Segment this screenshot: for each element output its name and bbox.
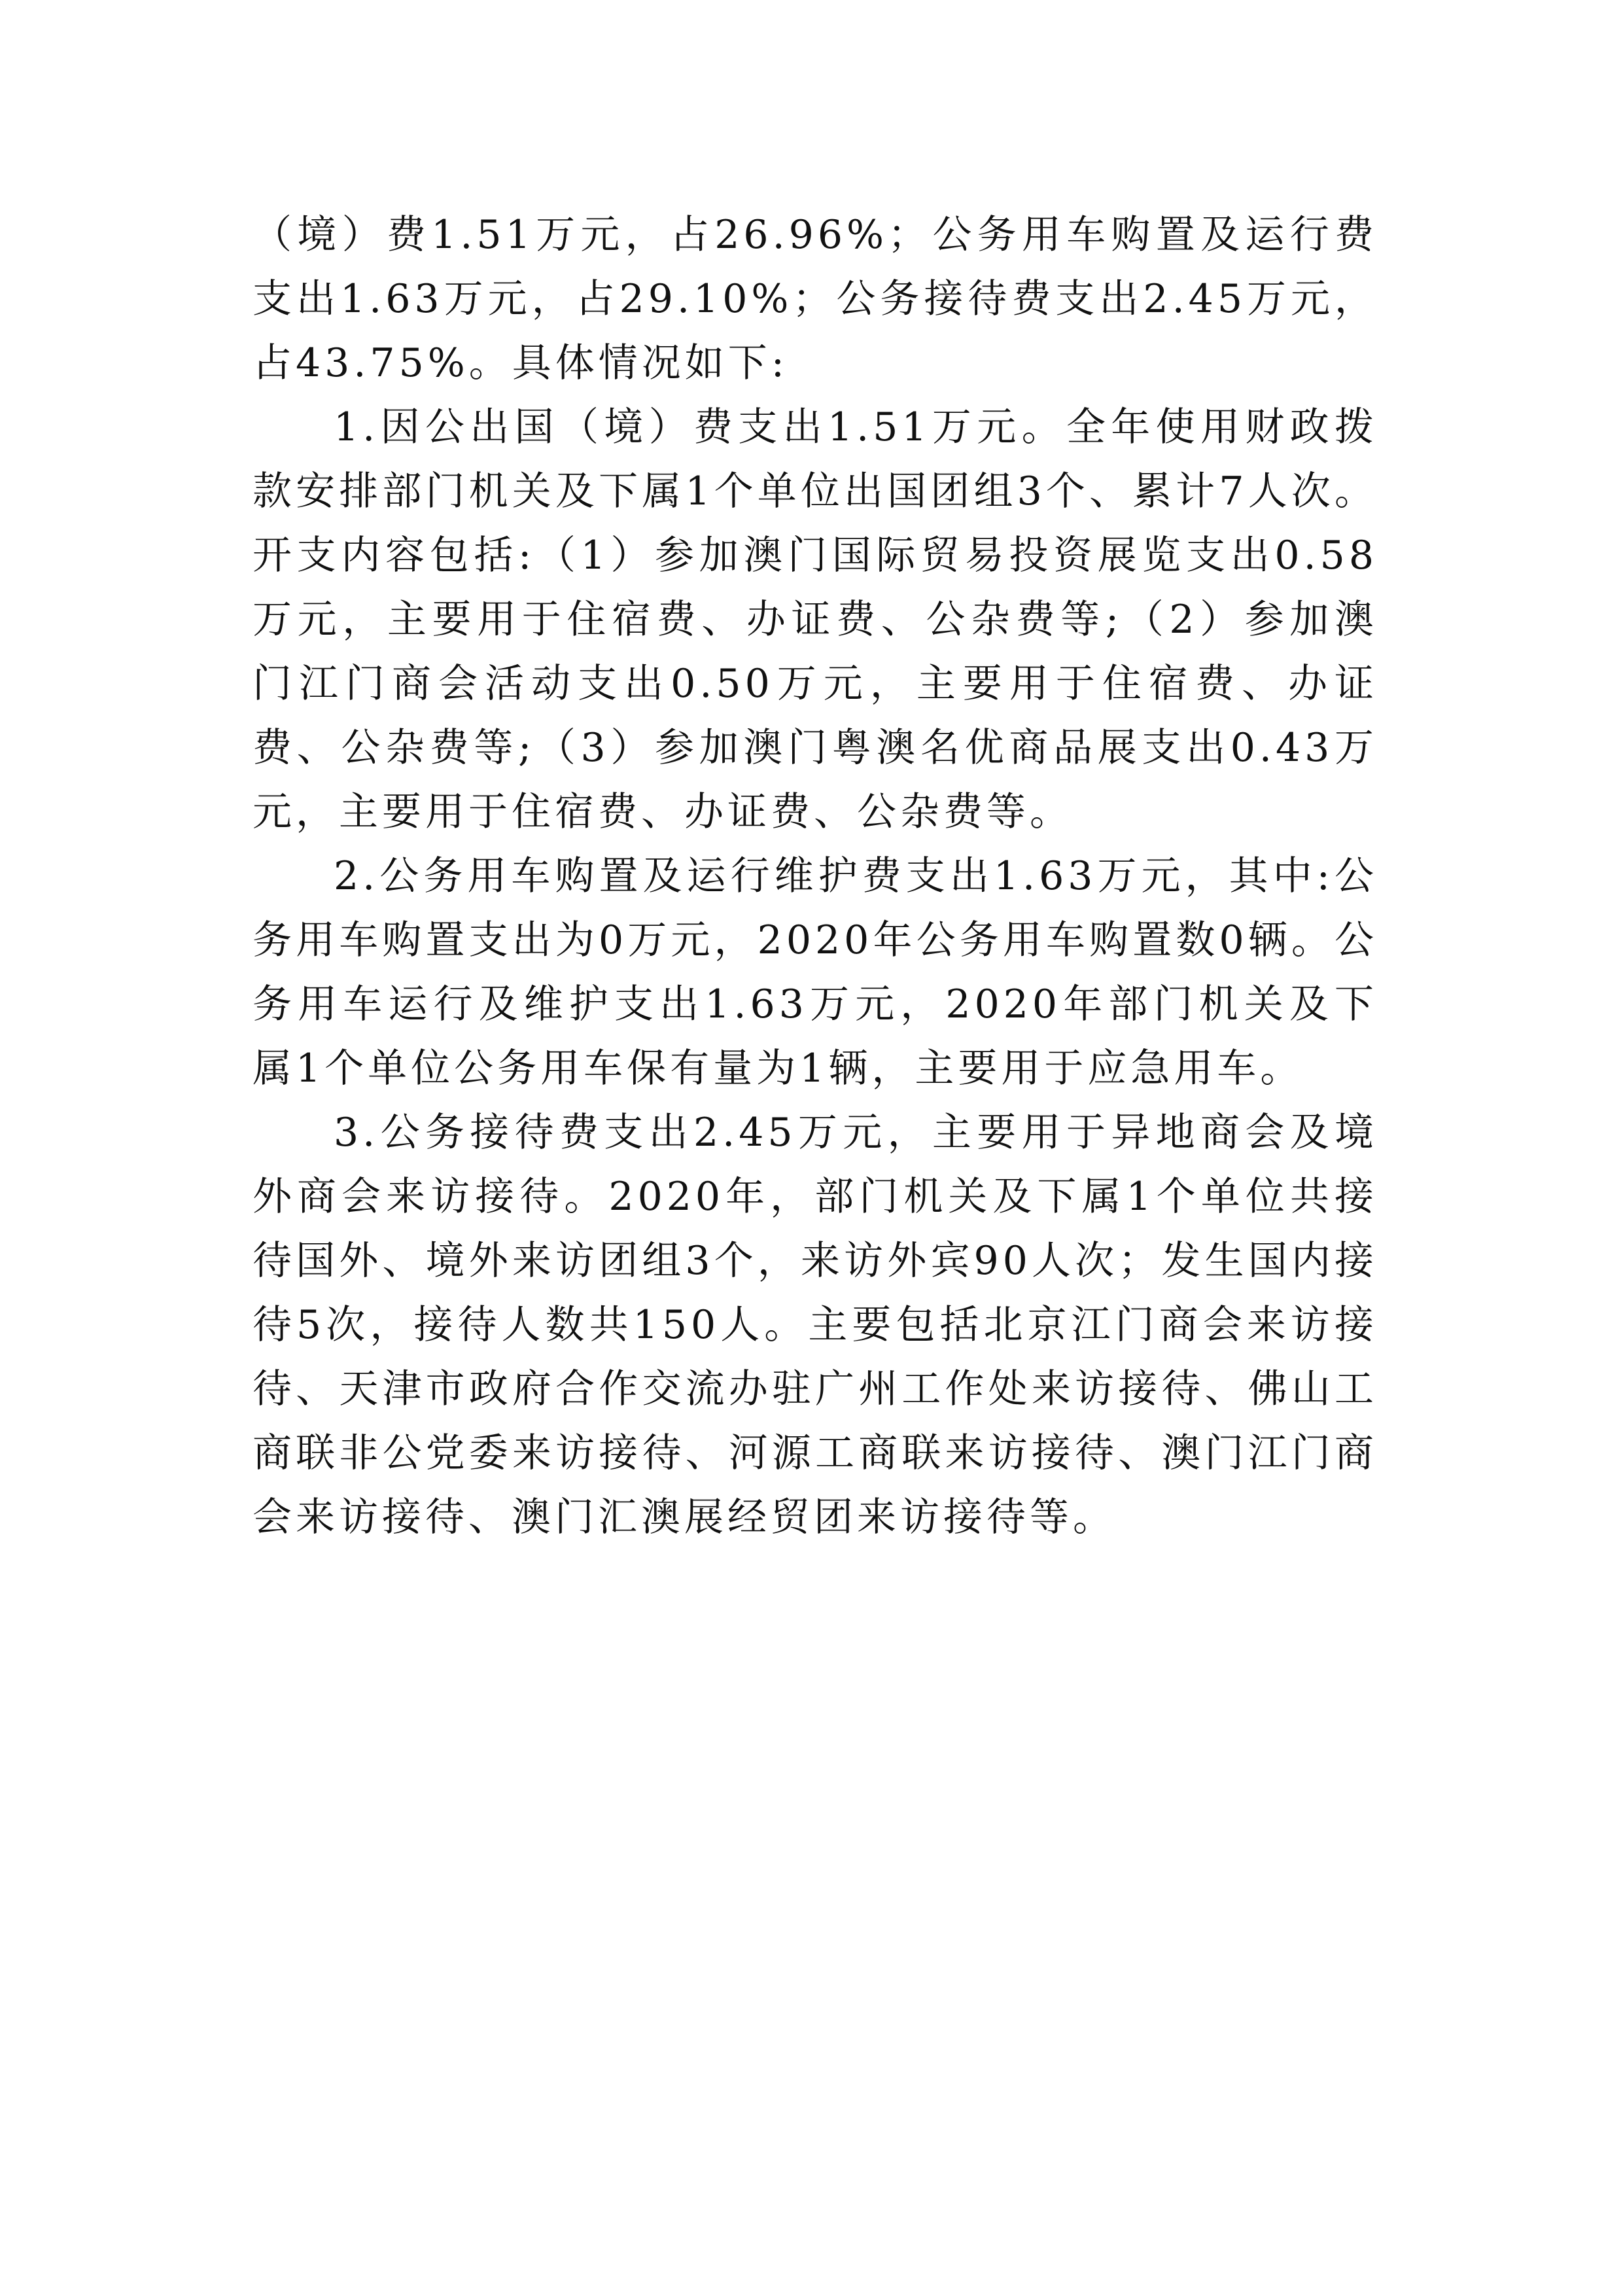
paragraph-official-reception: 3.公务接待费支出2.45万元，主要用于异地商会及境外商会来访接待。2020年，部门机关及下属1个单位共接待国外、境外来访团组3个，来访外宾90人次；发生国内接待5次，接待人数共150人。主要包括北京江门商会来访接待、天津市政府合作交流办驻广州工作处来访接待、佛山工商联非公党委来访接待、河源工商联来访接待、澳门江门商会来访接待、澳门汇澳展经贸团来访接待等。 [253,1110,1378,1540]
body-text [253,203,1378,1549]
paragraph-overseas-travel: 1.因公出国（境）费支出1.51万元。全年使用财政拨款安排部门机关及下属1个单位出国团组3个、累计7人次。开支内容包括:（1）参加澳门国际贸易投资展览支出0.58万元，主要用于住宿费、办证费、公杂费等;（2）参加澳门江门商会活动支出0.50万元，主要用于住宿费、办证费、公杂费等;（3）参加澳门粤澳名优商品展支出0.43万元，主要用于住宿费、办证费、公杂费等。 [253,404,1378,835]
paragraph-continuation: （境）费1.51万元，占26.96%；公务用车购置及运行费支出1.63万元，占29.10%；公务接待费支出2.45万元，占43.75%。具体情况如下: [253,212,1378,386]
paragraph-official-vehicles: 2.公务用车购置及运行维护费支出1.63万元，其中:公务用车购置支出为0万元，2020年公务用车购置数0辆。公务用车运行及维护支出1.63万元，2020年部门机关及下属1个单位公务用车保有量为1辆，主要用于应急用车。 [253,853,1378,1091]
